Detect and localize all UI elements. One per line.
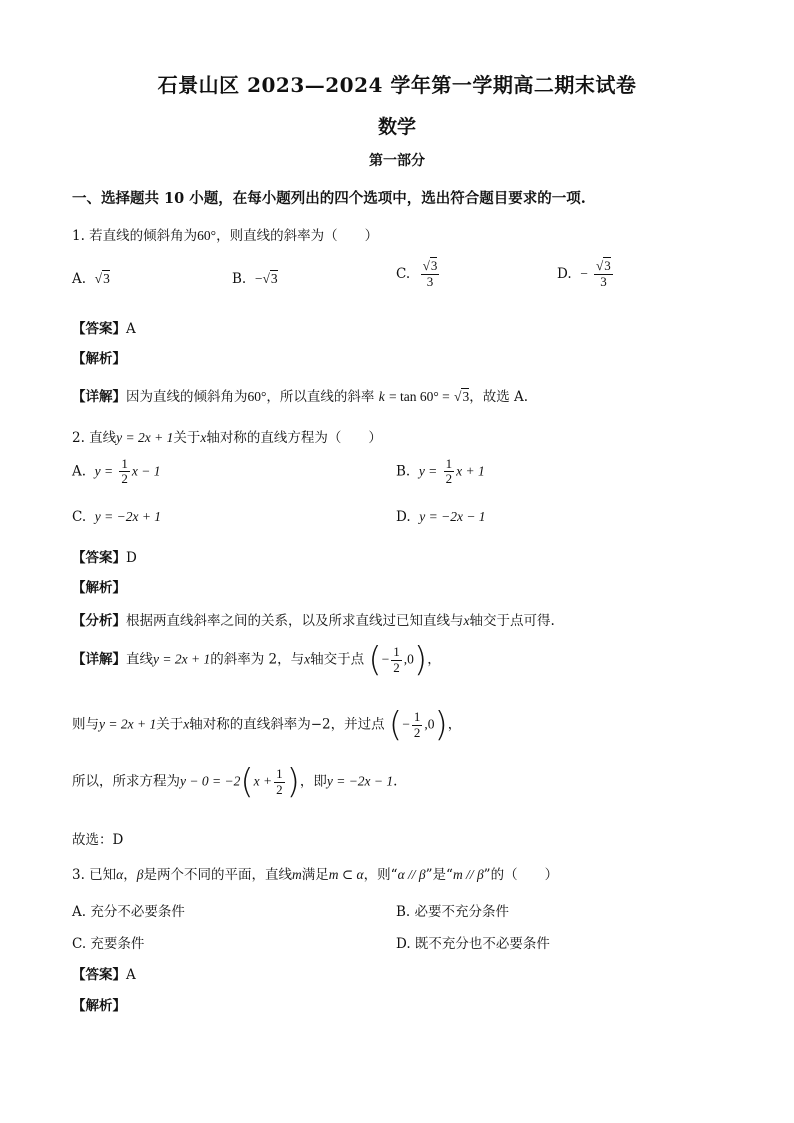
q2-option-a: A. y = $\frac{1}{2}$ x − 1 — [72, 456, 161, 487]
q2-conclusion: 故选：D — [72, 832, 124, 848]
q1-option-d: D. − $\frac{√3}{3}$ — [557, 258, 611, 290]
part-heading: 第一部分 — [369, 153, 425, 169]
q2-fenxi: 【分析】根据两直线斜率之间的关系，以及所求直线过已知直线与x轴交于点可得. — [72, 613, 555, 629]
q1-option-b: B. −√3 — [232, 271, 278, 287]
sqrt-expression: √3 — [94, 271, 110, 286]
q1-stem: 1. 若直线的倾斜角为60°，则直线的斜率为（ ） — [72, 228, 379, 244]
fraction: $\frac{1}{2}$ — [445, 456, 453, 487]
fraction: $\frac{1}{2}$ — [413, 709, 421, 740]
fraction: $\frac{√3}{3}$ — [596, 258, 611, 290]
q2-answer: 【答案】D — [72, 550, 137, 566]
q3-option-a: A. 充分不必要条件 — [72, 904, 185, 920]
q3-answer: 【答案】A — [72, 967, 136, 983]
q2-detail-line2: 则与y = 2x + 1关于x轴对称的直线斜率为−2，并过点 (− $\frac{1}{2}$ ,0)， — [72, 705, 462, 745]
q2-option-d: D. y = −2x − 1 — [396, 509, 486, 525]
q3-option-b: B. 必要不充分条件 — [396, 904, 510, 920]
q2-analysis-tag: 【解析】 — [72, 580, 126, 596]
fraction: $\frac{1}{2}$ — [276, 766, 283, 797]
section-heading: 一、选择题共 10 小题，在每小题列出的四个选项中，选出符合题目要求的一项. — [72, 190, 586, 207]
fraction: $\frac{√3}{3}$ — [422, 258, 438, 290]
q1-option-a: A. √3 — [72, 271, 110, 287]
fraction: $\frac{1}{2}$ — [393, 644, 400, 675]
subject-title: 数学 — [377, 116, 416, 138]
q1-analysis-tag: 【解析】 — [72, 351, 126, 367]
q1-answer: 【答案】A — [72, 321, 136, 337]
q1-option-c: C. $\frac{√3}{3}$ — [396, 258, 438, 290]
page-title: 石景山区 2023—2024 学年第一学期高二期末试卷 — [157, 73, 637, 97]
q3-analysis-tag: 【解析】 — [72, 998, 126, 1014]
q3-option-c: C. 充要条件 — [72, 936, 145, 952]
q2-option-b: B. y = $\frac{1}{2}$ x + 1 — [396, 456, 485, 487]
q1-detail: 【详解】因为直线的倾斜角为60°，所以直线的斜率 k = tan 60° = √3，故选 A. — [72, 389, 529, 405]
sqrt-expression: √3 — [454, 389, 470, 404]
q3-stem: 3. 已知α，β是两个不同的平面，直线m满足m ⊂ α，则“α // β”是“m // β”的（ ） — [72, 867, 559, 883]
q3-option-d: D. 既不充分也不必要条件 — [396, 936, 550, 952]
sqrt-expression: √3 — [262, 271, 278, 286]
q2-detail-line3: 所以，所求方程为y − 0 = −2(x + $\frac{1}{2}$ )，即y = −2x − 1. — [72, 762, 398, 802]
q2-stem: 2. 直线y = 2x + 1关于x轴对称的直线方程为（ ） — [72, 430, 382, 446]
q2-option-c: C. y = −2x + 1 — [72, 509, 162, 525]
fraction: $\frac{1}{2}$ — [121, 456, 128, 487]
q2-detail-line1: 【详解】直线y = 2x + 1的斜率为 2，与x轴交于点 (− $\frac{1}{2}$ ,0)， — [72, 640, 441, 680]
